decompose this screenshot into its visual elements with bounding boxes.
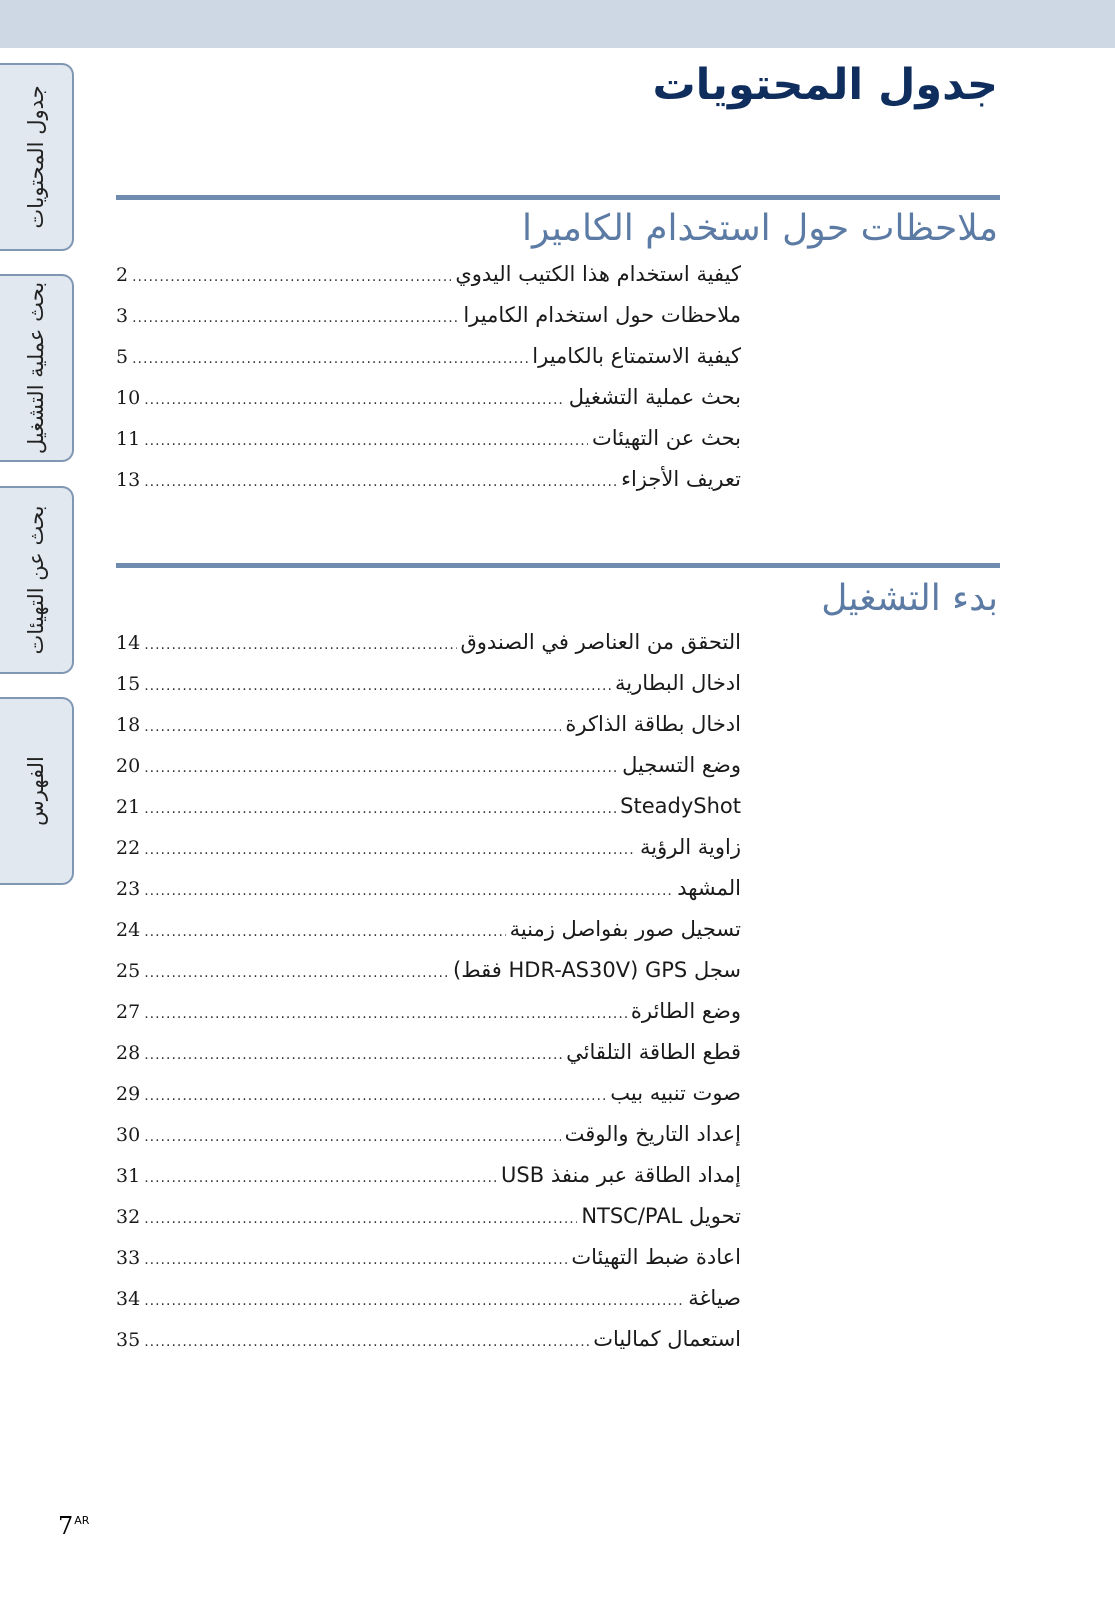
toc-page-number: 11 [116, 428, 141, 450]
toc-entry[interactable] [116, 999, 741, 1040]
page-number [58, 1512, 89, 1540]
toc-entry[interactable] [116, 712, 741, 753]
toc-entry[interactable] [116, 1286, 741, 1327]
toc-list-camera-notes [116, 262, 741, 508]
toc-page-number: 20 [116, 755, 141, 777]
side-tab-settings-search[interactable] [0, 486, 74, 674]
toc-entry-label: التحقق من العناصر في الصندوق [460, 630, 741, 654]
toc-entry-label: المشهد [677, 876, 741, 900]
toc-page-number: 15 [116, 673, 141, 695]
toc-entry[interactable] [116, 1245, 741, 1286]
toc-entry[interactable] [116, 303, 741, 344]
side-tab-label: بحث عملية التشغيل [24, 281, 48, 455]
toc-leader-dots [144, 1293, 684, 1309]
toc-entry-label: إعداد التاريخ والوقت [564, 1122, 741, 1146]
toc-page-number: 34 [116, 1288, 141, 1310]
toc-page-number: 3 [116, 305, 129, 327]
toc-page-number: 28 [116, 1042, 141, 1064]
section-divider [116, 195, 1000, 200]
toc-page-number: 25 [116, 960, 141, 982]
toc-entry-label: اعادة ضبط التهيئات [571, 1245, 741, 1269]
toc-leader-dots [144, 433, 588, 449]
toc-entry-label: زاوية الرؤية [640, 835, 741, 859]
toc-entry-label: ملاحظات حول استخدام الكاميرا [463, 303, 741, 327]
toc-entry-label: بحث عملية التشغيل [568, 385, 741, 409]
side-tab-contents[interactable] [0, 63, 74, 251]
toc-entry[interactable] [116, 1081, 741, 1122]
toc-page-number: 29 [116, 1083, 141, 1105]
top-bar [0, 0, 1115, 48]
side-tab-label: جدول المحتويات [24, 85, 48, 229]
toc-page-number: 10 [116, 387, 141, 409]
toc-entry[interactable] [116, 467, 741, 508]
toc-leader-dots [144, 1211, 577, 1227]
toc-entry-label: صوت تنبيه بيب [610, 1081, 741, 1105]
toc-leader-dots [144, 924, 505, 940]
toc-entry-label: تسجيل صور بفواصل زمنية [509, 917, 741, 941]
toc-page-number: 33 [116, 1247, 141, 1269]
page-number-value: 7 [58, 1512, 74, 1540]
toc-entry-label: إمداد الطاقة عبر منفذ USB [501, 1163, 741, 1187]
side-tab-operation-search[interactable] [0, 274, 74, 462]
toc-leader-dots [144, 392, 565, 408]
toc-entry[interactable] [116, 958, 741, 999]
toc-page-number: 2 [116, 264, 129, 286]
page-title: جدول المحتويات [652, 60, 998, 110]
toc-leader-dots [132, 269, 451, 285]
toc-entry[interactable] [116, 794, 741, 835]
toc-leader-dots [144, 760, 618, 776]
toc-leader-dots [144, 1006, 627, 1022]
toc-leader-dots [144, 678, 611, 694]
toc-leader-dots [132, 310, 459, 326]
toc-page-number: 31 [116, 1165, 141, 1187]
toc-entry[interactable] [116, 344, 741, 385]
toc-leader-dots [132, 351, 528, 367]
toc-leader-dots [144, 637, 456, 653]
toc-entry-label: كيفية الاستمتاع بالكاميرا [532, 344, 741, 368]
toc-page-number: 23 [116, 878, 141, 900]
toc-leader-dots [144, 1170, 497, 1186]
toc-entry-label: تعريف الأجزاء [621, 467, 741, 491]
toc-page-number: 22 [116, 837, 141, 859]
toc-page-number: 21 [116, 796, 141, 818]
toc-entry-label: صياغة [688, 1286, 741, 1310]
toc-entry[interactable] [116, 1163, 741, 1204]
toc-entry[interactable] [116, 917, 741, 958]
toc-entry[interactable] [116, 1040, 741, 1081]
toc-entry-label: سجل GPS (HDR-AS30V فقط) [453, 958, 741, 982]
toc-page-number: 30 [116, 1124, 141, 1146]
toc-entry-label: وضع التسجيل [622, 753, 741, 777]
side-tab-label: الفهرس [24, 756, 48, 826]
toc-page-number: 27 [116, 1001, 141, 1023]
toc-page-number: 18 [116, 714, 141, 736]
toc-entry-label: قطع الطاقة التلقائي [566, 1040, 741, 1064]
side-tab-index[interactable] [0, 697, 74, 885]
page-number-suffix: AR [74, 1514, 90, 1527]
toc-entry[interactable] [116, 1204, 741, 1245]
toc-page-number: 35 [116, 1329, 141, 1351]
toc-entry[interactable] [116, 630, 741, 671]
toc-entry-label: SteadyShot [620, 794, 741, 818]
toc-list-getting-started [116, 630, 741, 1368]
section-title-camera-notes: ملاحظات حول استخدام الكاميرا [521, 208, 998, 249]
section-title-getting-started: بدء التشغيل [821, 578, 998, 619]
toc-page-number: 24 [116, 919, 141, 941]
toc-leader-dots [144, 842, 636, 858]
side-tab-label: بحث عن التهيئات [24, 505, 48, 655]
toc-page-number: 5 [116, 346, 129, 368]
toc-page-number: 32 [116, 1206, 141, 1228]
section-divider [116, 563, 1000, 568]
toc-entry-label: كيفية استخدام هذا الكتيب اليدوي [455, 262, 741, 286]
toc-entry[interactable] [116, 1327, 741, 1368]
toc-entry-label: بحث عن التهيئات [592, 426, 741, 450]
toc-entry-label: ادخال بطاقة الذاكرة [565, 712, 741, 736]
toc-entry[interactable] [116, 385, 741, 426]
toc-leader-dots [144, 883, 673, 899]
toc-entry-label: وضع الطائرة [630, 999, 741, 1023]
toc-leader-dots [144, 474, 617, 490]
toc-entry-label: استعمال كماليات [593, 1327, 741, 1351]
toc-leader-dots [144, 1334, 589, 1350]
toc-page-number: 13 [116, 469, 141, 491]
toc-leader-dots [144, 965, 449, 981]
toc-leader-dots [144, 1252, 567, 1268]
toc-entry[interactable] [116, 835, 741, 876]
toc-entry[interactable] [116, 753, 741, 794]
toc-leader-dots [144, 1088, 606, 1104]
toc-page-number: 14 [116, 632, 141, 654]
toc-entry[interactable] [116, 876, 741, 917]
toc-leader-dots [144, 1129, 560, 1145]
toc-entry[interactable] [116, 1122, 741, 1163]
toc-leader-dots [144, 801, 616, 817]
toc-entry-label: تحويل NTSC/PAL [581, 1204, 741, 1228]
toc-entry[interactable] [116, 426, 741, 467]
toc-leader-dots [144, 719, 561, 735]
toc-entry[interactable] [116, 262, 741, 303]
toc-leader-dots [144, 1047, 562, 1063]
toc-entry-label: ادخال البطارية [615, 671, 741, 695]
toc-entry[interactable] [116, 671, 741, 712]
